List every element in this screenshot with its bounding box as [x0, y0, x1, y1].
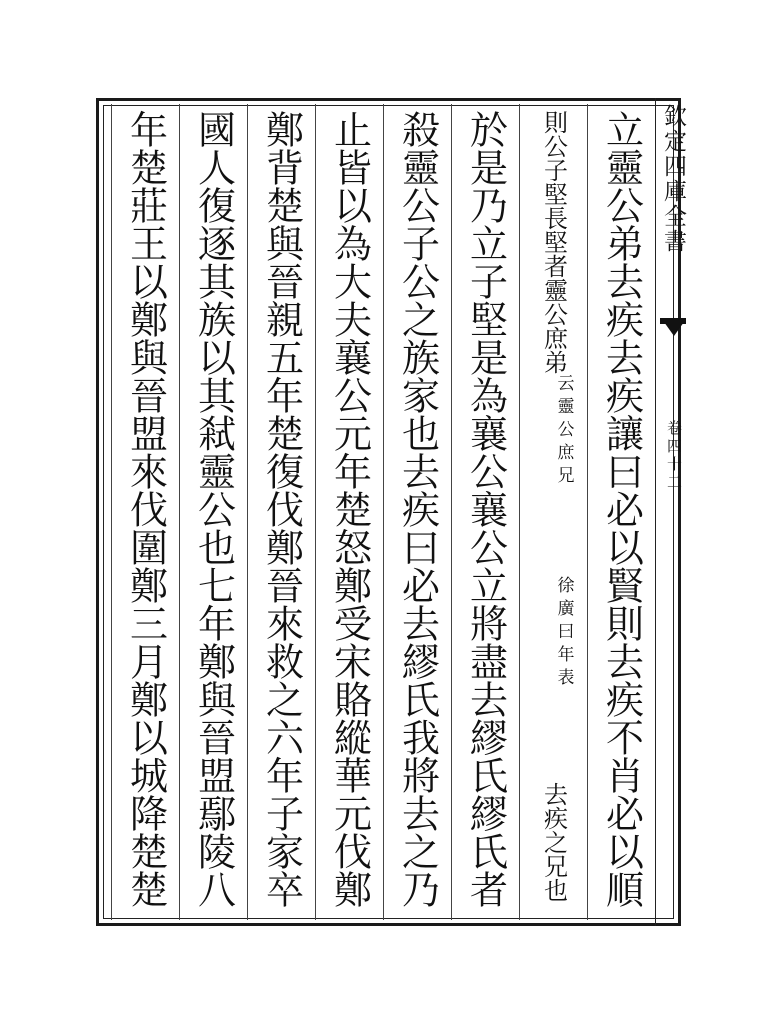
- inline-note-right: 徐廣曰年表: [553, 576, 574, 691]
- text-column-2: [519, 104, 587, 920]
- column-text-1: 立靈公弟去疾去疾讓曰必以賢則去疾不肖必以順: [599, 110, 644, 908]
- column-text-7: 國人復逐其族以其弒靈公也七年鄭與晉盟鄢陵八: [191, 110, 236, 908]
- margin-title: 欽定四庫全書: [660, 104, 686, 254]
- inline-note: [552, 374, 576, 776]
- fishtail-mark: [664, 322, 684, 336]
- text-column-4: [383, 104, 451, 920]
- text-column-7: [179, 104, 247, 920]
- column-text-5: 止皆以為大夫襄公元年楚怒鄭受宋賂縱華元伐鄭: [327, 110, 372, 908]
- text-column-6: [247, 104, 315, 920]
- text-columns: [108, 104, 655, 920]
- text-column-8: [111, 104, 179, 920]
- column-text-2: [532, 110, 576, 902]
- column-text-8: 年楚莊王以鄭與晉盟來伐圍鄭三月鄭以城降楚楚: [123, 110, 168, 908]
- column-2-main-after: 去疾之兄也: [539, 782, 568, 902]
- column-text-3: 於是乃立子堅是為襄公襄公立將盡去繆氏繆氏者: [463, 110, 508, 908]
- text-column-5: [315, 104, 383, 920]
- margin-volume-label: 卷四十二: [665, 420, 683, 492]
- column-2-main-before: 則公子堅長堅者靈公庶弟: [539, 110, 568, 374]
- column-text-6: 鄭背楚與晉親五年楚復伐鄭晉來救之六年子家卒: [259, 110, 304, 908]
- text-column-3: [451, 104, 519, 920]
- text-column-1: [587, 104, 655, 920]
- column-text-4: 殺靈公子公之族家也去疾曰必去繆氏我將去之乃: [395, 110, 440, 908]
- inline-note-left: 云靈公庶兄: [553, 374, 574, 489]
